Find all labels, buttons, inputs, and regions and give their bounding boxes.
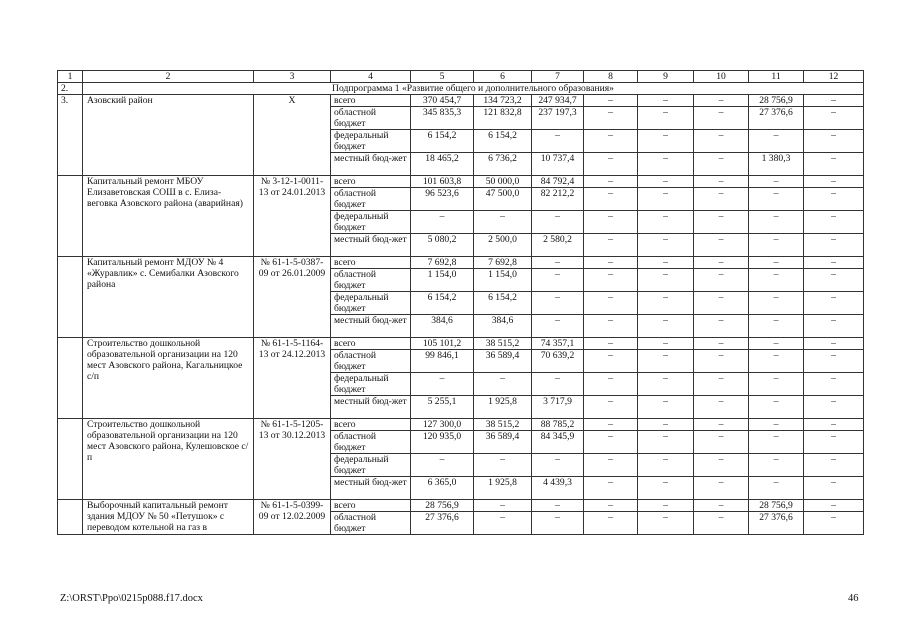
amount-cell: – [584,512,638,535]
object-name: Азовский район [83,95,254,176]
funding-source: федеральный бюджет [331,292,411,315]
funding-source: областной бюджет [331,350,411,373]
amount-cell: – [804,315,864,338]
amount-cell: 70 639,2 [532,350,584,373]
amount-cell: 1 154,0 [411,269,474,292]
amount-cell: 99 846,1 [411,350,474,373]
table-row [58,95,864,107]
table-row [58,500,864,512]
amount-cell: 7 692,8 [474,257,532,269]
amount-cell: 6 154,2 [411,130,474,153]
amount-cell: – [584,373,638,396]
amount-cell: – [749,257,804,269]
amount-cell: – [638,257,694,269]
amount-cell: 121 832,8 [474,107,532,130]
amount-cell: – [411,211,474,234]
amount-cell: – [749,176,804,188]
amount-cell: 4 439,3 [532,477,584,500]
amount-cell: – [694,153,749,176]
amount-cell: – [694,419,749,431]
amount-cell: – [694,211,749,234]
amount-cell: 5 255,1 [411,396,474,419]
amount-cell: – [694,315,749,338]
amount-cell: – [532,269,584,292]
amount-cell: – [694,431,749,454]
amount-cell: 1 154,0 [474,269,532,292]
amount-cell: 36 589,4 [474,431,532,454]
amount-cell: – [474,454,532,477]
amount-cell: – [532,257,584,269]
amount-cell: 1 925,8 [474,477,532,500]
row-number [58,500,83,535]
amount-cell: – [532,292,584,315]
column-header: 12 [804,71,864,83]
amount-cell: – [804,350,864,373]
amount-cell: – [749,211,804,234]
object-code: № 3-12-1-0011-13 от 24.01.2013 [254,176,331,257]
amount-cell: – [638,269,694,292]
amount-cell: 10 737,4 [532,153,584,176]
amount-cell: 247 934,7 [532,95,584,107]
amount-cell: – [584,454,638,477]
amount-cell: 101 603,8 [411,176,474,188]
funding-source: всего [331,257,411,269]
row-number [58,419,83,500]
object-name: Выборочный капитальный ремонт здания МДОУ № 50 «Петушок» с переводом котельной на газ в [83,500,254,535]
amount-cell: – [749,269,804,292]
object-code: № 61-1-5-0399-09 от 12.02.2009 [254,500,331,535]
amount-cell: – [694,107,749,130]
amount-cell: 127 300,0 [411,419,474,431]
amount-cell: – [804,477,864,500]
amount-cell: – [804,176,864,188]
amount-cell: 1 380,3 [749,153,804,176]
funding-source: областной бюджет [331,188,411,211]
amount-cell: 50 000,0 [474,176,532,188]
amount-cell: 1 925,8 [474,396,532,419]
amount-cell: – [694,512,749,535]
object-code: № 61-1-5-1205-13 от 30.12.2013 [254,419,331,500]
funding-source: местный бюд-жет [331,153,411,176]
amount-cell: – [584,95,638,107]
amount-cell: – [638,500,694,512]
object-name: Строительство дошкольной образовательной организации на 120 мест Азовского района, Кулешовское с/п [83,419,254,500]
amount-cell: – [804,431,864,454]
amount-cell: – [804,292,864,315]
amount-cell: – [638,107,694,130]
footer-file-path: Z:\ORST\Ppo\0215p088.f17.docx [60,593,203,604]
funding-source: местный бюд-жет [331,315,411,338]
amount-cell: 27 376,6 [749,107,804,130]
row-number [58,338,83,419]
amount-cell: – [694,454,749,477]
funding-source: всего [331,338,411,350]
amount-cell: 370 454,7 [411,95,474,107]
amount-cell: – [804,338,864,350]
amount-cell: – [584,315,638,338]
column-header: 8 [584,71,638,83]
amount-cell: – [749,454,804,477]
amount-cell: – [584,396,638,419]
amount-cell: – [532,500,584,512]
amount-cell: 82 212,2 [532,188,584,211]
amount-cell: 28 756,9 [749,95,804,107]
amount-cell: – [804,153,864,176]
funding-source: всего [331,419,411,431]
amount-cell: – [638,338,694,350]
amount-cell: – [532,373,584,396]
amount-cell: – [804,373,864,396]
object-code: № 61-1-5-0387-09 от 26.01.2009 [254,257,331,338]
amount-cell: – [804,95,864,107]
amount-cell: – [694,292,749,315]
page-number: 46 [848,593,859,604]
amount-cell: – [804,512,864,535]
amount-cell: – [694,95,749,107]
subprogram-title: Подпрограмма 1 «Развитие общего и дополнительного образования» [83,83,864,95]
amount-cell: – [804,454,864,477]
amount-cell: – [749,373,804,396]
row-number: 2. [58,83,83,95]
amount-cell: – [638,292,694,315]
amount-cell: – [584,500,638,512]
table-row [58,176,864,188]
amount-cell: – [584,292,638,315]
column-header: 1 [58,71,83,83]
amount-cell: 6 736,2 [474,153,532,176]
amount-cell: 237 197,3 [532,107,584,130]
amount-cell: – [584,338,638,350]
amount-cell: – [474,512,532,535]
amount-cell: 36 589,4 [474,350,532,373]
table-row [58,419,864,431]
amount-cell: 28 756,9 [411,500,474,512]
column-header: 6 [474,71,532,83]
amount-cell: – [584,211,638,234]
funding-source: областной бюджет [331,107,411,130]
amount-cell: – [694,396,749,419]
amount-cell: – [474,500,532,512]
amount-cell: – [694,373,749,396]
column-header: 7 [532,71,584,83]
amount-cell: – [474,211,532,234]
amount-cell: – [584,431,638,454]
amount-cell: – [584,130,638,153]
amount-cell: – [532,512,584,535]
amount-cell: – [584,107,638,130]
amount-cell: 84 792,4 [532,176,584,188]
amount-cell: – [749,338,804,350]
amount-cell: – [532,454,584,477]
amount-cell: 384,6 [474,315,532,338]
amount-cell: – [584,234,638,257]
amount-cell: 345 835,3 [411,107,474,130]
funding-source: областной бюджет [331,431,411,454]
table-row [58,257,864,269]
amount-cell: 2 500,0 [474,234,532,257]
column-header: 10 [694,71,749,83]
amount-cell: – [749,315,804,338]
funding-source: всего [331,176,411,188]
funding-source: федеральный бюджет [331,373,411,396]
amount-cell: – [804,269,864,292]
amount-cell: – [694,477,749,500]
amount-cell: 27 376,6 [411,512,474,535]
amount-cell: – [584,188,638,211]
amount-cell: – [638,211,694,234]
funding-source: федеральный бюджет [331,454,411,477]
amount-cell: – [804,257,864,269]
amount-cell: – [694,269,749,292]
amount-cell: – [804,500,864,512]
amount-cell: – [694,188,749,211]
amount-cell: – [804,211,864,234]
column-header: 11 [749,71,804,83]
amount-cell: – [749,396,804,419]
amount-cell: – [749,188,804,211]
amount-cell: – [694,257,749,269]
amount-cell: – [411,454,474,477]
amount-cell: 47 500,0 [474,188,532,211]
amount-cell: – [804,396,864,419]
amount-cell: 18 465,2 [411,153,474,176]
amount-cell: 134 723,2 [474,95,532,107]
amount-cell: 105 101,2 [411,338,474,350]
amount-cell: – [638,176,694,188]
object-code: № 61-1-5-1164-13 от 24.12.2013 [254,338,331,419]
funding-source: местный бюд-жет [331,396,411,419]
amount-cell: – [749,477,804,500]
amount-cell: 384,6 [411,315,474,338]
amount-cell: – [804,130,864,153]
amount-cell: – [638,188,694,211]
amount-cell: – [532,211,584,234]
amount-cell: – [584,419,638,431]
amount-cell: – [638,477,694,500]
amount-cell: – [638,350,694,373]
table-row [58,338,864,350]
amount-cell: – [804,188,864,211]
funding-source: местный бюд-жет [331,234,411,257]
funding-source: федеральный бюджет [331,211,411,234]
amount-cell: 7 692,8 [411,257,474,269]
amount-cell: – [694,350,749,373]
budget-table [57,70,864,535]
amount-cell: – [584,477,638,500]
amount-cell: – [694,338,749,350]
amount-cell: – [638,373,694,396]
amount-cell: – [638,95,694,107]
column-header: 4 [331,71,411,83]
amount-cell: – [638,431,694,454]
row-number: 3. [58,95,83,176]
amount-cell: – [638,454,694,477]
object-name: Капитальный ремонт МБОУ Елизаветовская СОШ в с. Елиза-веговка Азовского района (аварийная) [83,176,254,257]
amount-cell: 88 785,2 [532,419,584,431]
amount-cell: – [638,130,694,153]
amount-cell: 6 154,2 [474,292,532,315]
object-name: Строительство дошкольной образовательной организации на 120 мест Азовского района, Кагальницкое с/п [83,338,254,419]
amount-cell: – [694,176,749,188]
amount-cell: 74 357,1 [532,338,584,350]
amount-cell: – [411,373,474,396]
amount-cell: – [804,234,864,257]
amount-cell: – [749,419,804,431]
amount-cell: 5 080,2 [411,234,474,257]
amount-cell: – [584,176,638,188]
table-header-row [58,71,864,83]
funding-source: местный бюд-жет [331,477,411,500]
amount-cell: 3 717,9 [532,396,584,419]
amount-cell: – [532,130,584,153]
amount-cell: – [584,350,638,373]
column-header: 5 [411,71,474,83]
amount-cell: – [584,153,638,176]
object-name: Капитальный ремонт МДОУ № 4 «Журавлик» с. Семибалки Азовского района [83,257,254,338]
amount-cell: – [749,130,804,153]
amount-cell: 6 154,2 [411,292,474,315]
amount-cell: – [804,419,864,431]
subprogram-row [58,83,864,95]
amount-cell: – [638,419,694,431]
amount-cell: – [749,292,804,315]
amount-cell: – [638,396,694,419]
object-code: Х [254,95,331,176]
funding-source: федеральный бюджет [331,130,411,153]
amount-cell: 28 756,9 [749,500,804,512]
amount-cell: 96 523,6 [411,188,474,211]
amount-cell: – [638,153,694,176]
column-header: 9 [638,71,694,83]
amount-cell: – [694,500,749,512]
amount-cell: – [749,350,804,373]
funding-source: областной бюджет [331,512,411,535]
amount-cell: – [584,257,638,269]
amount-cell: – [749,431,804,454]
row-number [58,257,83,338]
amount-cell: 6 365,0 [411,477,474,500]
amount-cell: 27 376,6 [749,512,804,535]
amount-cell: – [638,234,694,257]
funding-source: областной бюджет [331,269,411,292]
amount-cell: 6 154,2 [474,130,532,153]
amount-cell: – [749,234,804,257]
amount-cell: 120 935,0 [411,431,474,454]
amount-cell: – [694,130,749,153]
funding-source: всего [331,95,411,107]
amount-cell: 84 345,9 [532,431,584,454]
amount-cell: – [638,315,694,338]
column-header: 3 [254,71,331,83]
funding-source: всего [331,500,411,512]
row-number [58,176,83,257]
amount-cell: 38 515,2 [474,419,532,431]
amount-cell: – [638,512,694,535]
amount-cell: – [694,234,749,257]
amount-cell: – [532,315,584,338]
amount-cell: – [584,269,638,292]
amount-cell: – [804,107,864,130]
amount-cell: 2 580,2 [532,234,584,257]
amount-cell: 38 515,2 [474,338,532,350]
amount-cell: – [474,373,532,396]
column-header: 2 [83,71,254,83]
